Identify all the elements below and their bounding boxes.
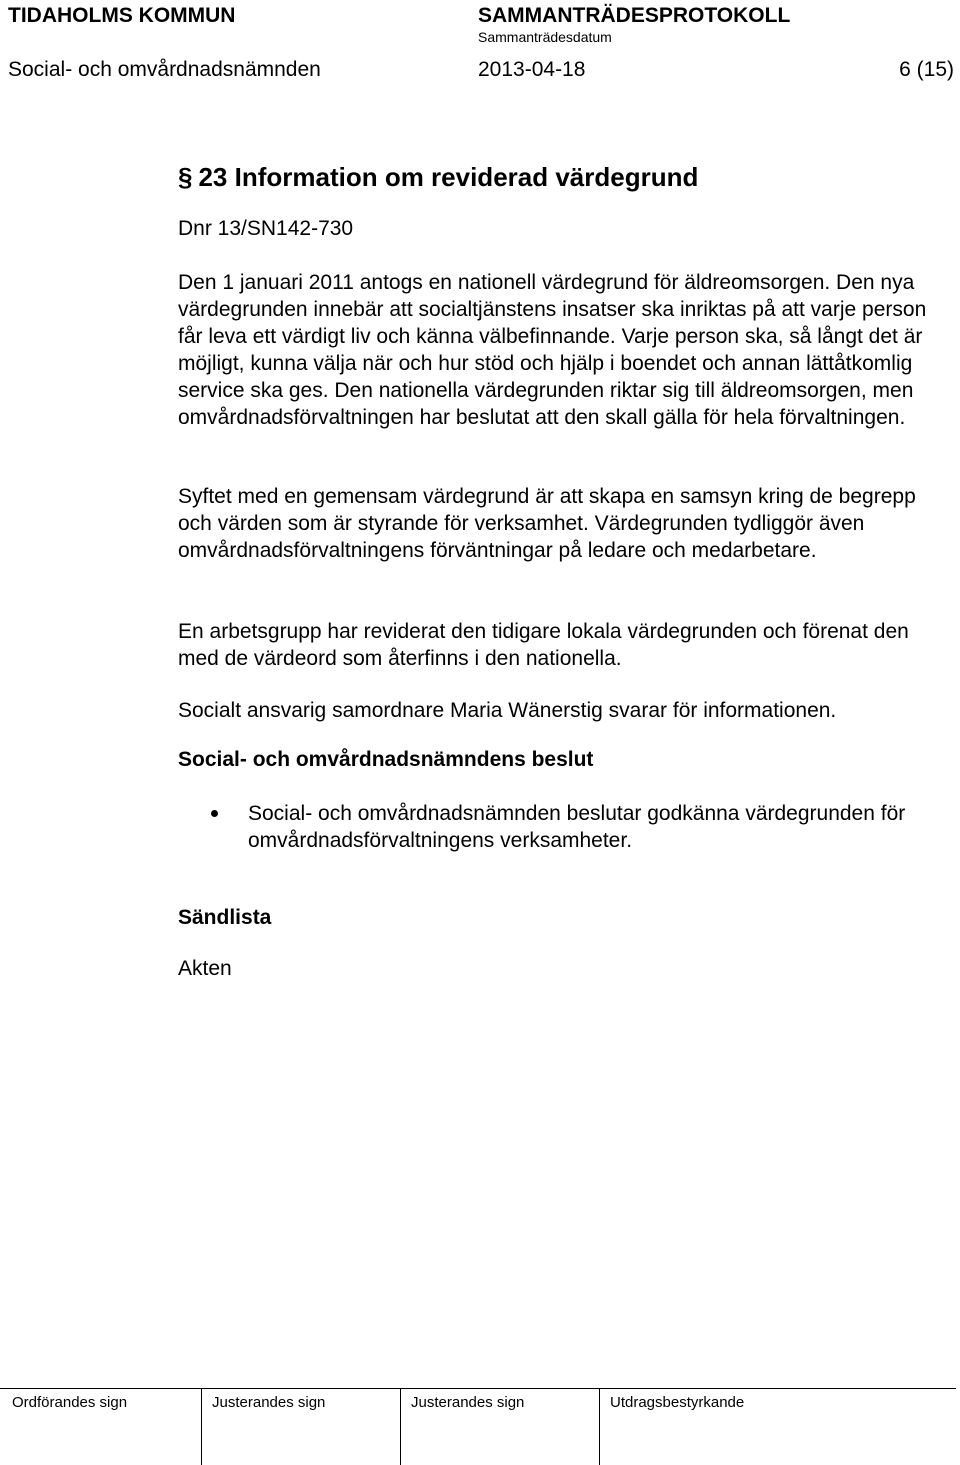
decision-heading: Social- och omvårdnadsnämndens beslut	[178, 748, 594, 771]
sendlist-heading: Sändlista	[178, 906, 272, 929]
signature-label: Justerandes sign	[411, 1394, 525, 1411]
section-title: 23 Information om reviderad värdegrund	[198, 162, 699, 192]
signature-label: Ordförandes sign	[12, 1394, 128, 1411]
section-heading	[178, 162, 698, 193]
organization-name: TIDAHOLMS KOMMUN	[8, 4, 236, 27]
signature-label: Utdragsbestyrkande	[610, 1394, 745, 1411]
signature-row	[0, 1388, 956, 1465]
bullet-icon	[211, 810, 218, 817]
paragraph: Syftet med en gemensam värdegrund är att skapa en samsyn kring de begrepp och värden som är styrande för verksamhet. Värdegrunden tydliggör även omvårdnadsförvaltningens förväntningar på ledare och medarbetare.	[178, 485, 916, 562]
decision-list	[178, 800, 948, 854]
decision-item	[178, 800, 948, 854]
section-symbol: §	[178, 162, 193, 192]
meeting-date: 2013-04-18	[478, 58, 586, 81]
paragraph: En arbetsgrupp har reviderat den tidigare lokala värdegrunden och förenat den med de värdeord som återfinns i den nationella.	[178, 620, 909, 670]
page-number: 6 (15)	[899, 58, 954, 81]
decision-text: Social- och omvårdnadsnämnden beslutar godkänna värdegrunden för omvårdnadsförvaltningens verksamheter.	[248, 802, 906, 852]
paragraph: Den 1 januari 2011 antogs en nationell värdegrund för äldreomsorgen. Den nya värdegrunden innebär att socialtjänstens insatser ska inriktas på att varje person får leva ett värdigt liv och känna välbefinnande. Varje person ska, så långt det är möjligt, kunna välja när och hur stöd och hjälp i boendet och annan lättåtkomlig service ska ges. Den nationella värdegrunden riktar sig till äldreomsorgen, men omvårdnadsförvaltningen har beslutat att den skall gälla för hela förvaltningen.	[178, 271, 927, 429]
signature-box-adjuster-2	[400, 1389, 599, 1465]
signature-box-chair	[0, 1389, 201, 1465]
case-number: Dnr 13/SN142-730	[178, 217, 354, 240]
signature-box-adjuster-1	[201, 1389, 400, 1465]
signature-box-extract-certification	[599, 1389, 956, 1465]
board-name: Social- och omvårdnadsnämnden	[8, 58, 321, 81]
sendlist-item: Akten	[178, 957, 232, 980]
paragraph: Socialt ansvarig samordnare Maria Wänerstig svarar för informationen.	[178, 699, 837, 722]
signature-label: Justerandes sign	[212, 1394, 326, 1411]
date-label: Sammanträdesdatum	[478, 29, 612, 45]
document-type: SAMMANTRÄDESPROTOKOLL	[478, 4, 791, 27]
